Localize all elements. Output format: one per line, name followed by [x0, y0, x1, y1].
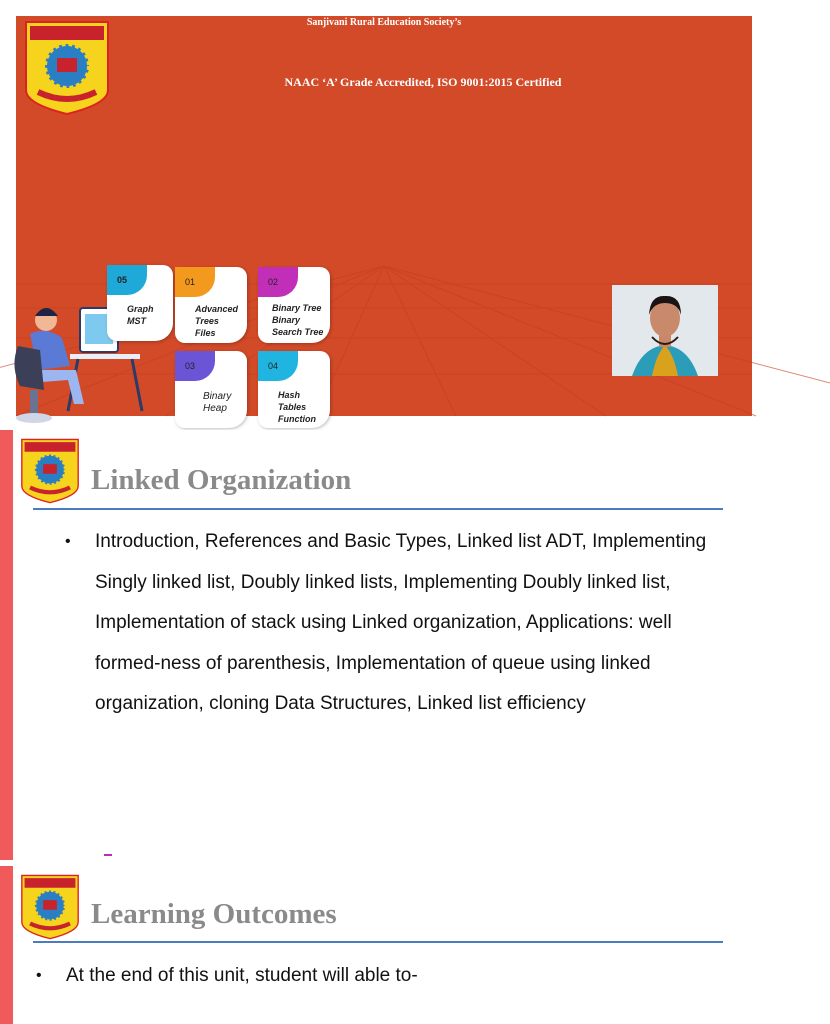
slide-side-bar [0, 866, 16, 1024]
topic-card-binary-heap [175, 351, 247, 428]
topic-card-hash-tables [258, 351, 330, 428]
topic-card-graph [107, 265, 173, 341]
slide-title: Learning Outcomes [91, 898, 337, 930]
card-number: 05 [117, 275, 128, 285]
college-logo-icon [20, 438, 80, 504]
bullet-text: At the end of this unit, student will able to- [66, 965, 418, 986]
college-logo-icon [24, 20, 110, 116]
bullet-item [36, 956, 736, 997]
topic-card-advanced-trees [175, 267, 247, 343]
card-number: 03 [185, 361, 196, 371]
card-number: 01 [185, 277, 196, 287]
card-text: Binary Heap [203, 391, 232, 414]
faculty-photo [612, 285, 718, 376]
title-underline [33, 941, 723, 943]
card-text: Binary Tree Binary Search Tree [272, 303, 324, 337]
card-number: 02 [268, 277, 279, 287]
title-slide [16, 16, 752, 424]
card-text: Advanced Trees Files [195, 304, 239, 338]
card-text: Graph MST [127, 304, 154, 326]
card-text: Hash Tables Function [278, 390, 316, 424]
accreditation-text: NAAC ‘A’ Grade Accredited, ISO 9001:2015 Certified [284, 75, 562, 89]
decorative-mark [104, 854, 112, 856]
linked-organization-slide [0, 430, 768, 860]
bullet-dot: • [36, 967, 42, 984]
slide-side-bar [0, 430, 16, 860]
title-underline [33, 508, 723, 510]
bullet-dot: • [65, 533, 71, 550]
bullet-item [65, 522, 735, 725]
learning-outcomes-slide [0, 866, 768, 1024]
topic-card-binary-tree [258, 267, 330, 343]
faculty-portrait-icon [612, 285, 718, 376]
card-number: 04 [268, 361, 279, 371]
bullet-text: Introduction, References and Basic Types, Linked list ADT, Implementing Singly linked list, Doubly linked lists, Implementing Doubly linked list, Implementation of stack using Linked organization, Applications: well formed-ness of parenthesis, Implementation of queue using linked organization, cloning Data Structures, Linked list efficiency [95, 531, 707, 714]
college-logo-icon [20, 874, 80, 940]
slide-title: Linked Organization [91, 464, 352, 496]
society-name: Sanjivani Rural Education Society’s [306, 17, 462, 28]
